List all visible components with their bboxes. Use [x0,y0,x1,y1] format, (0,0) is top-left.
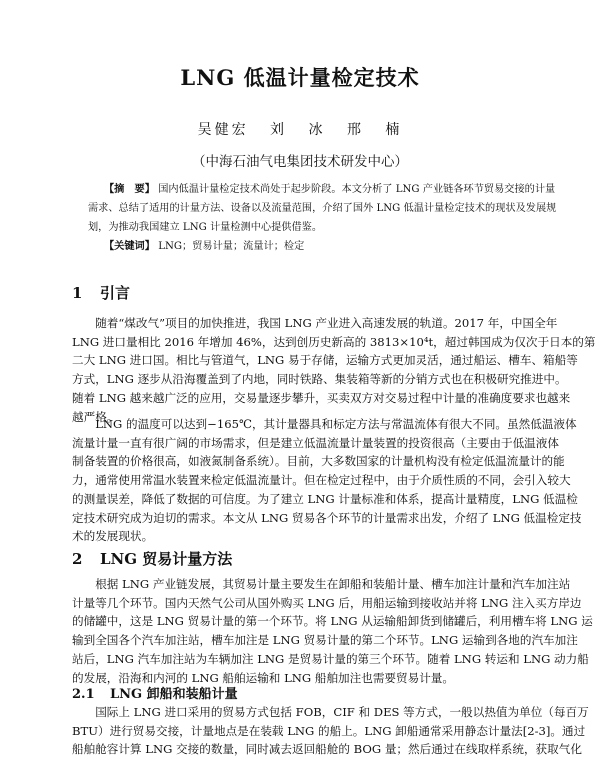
section-1-paragraph-2 [72,415,582,546]
keywords-label: 【关键词】 [104,240,155,252]
section-1-paragraph-1 [72,314,596,426]
paragraph-line: BTU）进行贸易交接，计量地点是在装载 LNG 的船上。LNG 卸船通常采用静态计量法[2-3]。通过 [72,723,586,738]
section-heading-2-1: 2.1 LNG 卸船和装船计量 [72,687,238,702]
paragraph-line: 制备装置的价格很高，如液氮制备系统）。目前，大多数国家的计量机构没有检定低温流量计的能 [72,454,565,469]
paragraph-line: 国际上 LNG 进口采用的贸易方式包括 FOB，CIF 和 DES 等方式，一般以热值为单位（每百万 [95,705,589,719]
keywords-text: LNG；贸易计量；流量计；检定 [158,241,305,252]
paragraph-line: LNG 的温度可以达到−165℃，其计量器具和标定方法与常温流体有很大不同。虽然低温液体 [95,417,577,431]
paragraph-line: 方式，LNG 逐步从沿海覆盖到了内地，同时铁路、集装箱等新的分销方式也在积极研究推进中。 [72,372,567,387]
paragraph-line: 的发展，沿海和内河的 LNG 船舶运输和 LNG 船舶加注也需要贸易计量。 [72,670,454,685]
paragraph-line: 越严格。 [72,409,119,424]
abstract-line-2: 需求、总结了适用的计量方法、设备以及流量范围，介绍了国外 LNG 低温计量检定技术的现状及发展规 [88,203,557,214]
section-2-paragraph-1 [72,575,593,687]
paragraph-line: 术的发展现状。 [72,529,154,544]
paragraph-line: 站后，LNG 汽车加注站为车辆加注 LNG 是贸易计量的第三个环节。随着 LNG 转运和 LNG 动力船 [72,651,589,666]
paragraph-line: 流量计量一直有很广阔的市场需求，但是建立低温流量计量装置的投资很高（主要由于低温液体 [72,435,559,450]
paragraph-line: 的测量误差，降低了数据的可信度。为了建立 LNG 计量标准和体系，提高计量精度，LNG 低温检 [72,491,578,506]
paragraph-line: 船舶舱容计算 LNG 交接的数量，同时减去返回船舱的 BOG 量；然后通过在线取样系统，获取气化 [72,742,582,757]
abstract-line-1: 【摘 要】 国内低温计量检定技术尚处于起步阶段。本文分析了 LNG 产业链各环节贸易交接的计量 [104,183,556,195]
paragraph-line: LNG 进口量相比 2016 年增加 46%，达到创历史新高的 3813×10⁴t，超过韩国成为仅次于日本的第 [72,334,596,349]
section-heading-1: 1 引言 [72,284,131,302]
abstract-label: 【摘 要】 [104,183,155,195]
paragraph-line: 的储罐中，这是 LNG 贸易计量的第一个环节。将 LNG 从运输船卸货到储罐后，利用槽车将 LNG 运 [72,614,593,629]
paper-affiliation: （中海石油气电集团技术研发中心） [192,154,408,170]
abstract [88,180,557,237]
paragraph-line: 二大 LNG 进口国。相比与管道气，LNG 易于存储，运输方式更加灵活，通过船运、槽车、箱船等 [72,353,578,368]
paragraph-line: 输到全国各个汽车加注站，槽车加注是 LNG 贸易计量的第二个环节。LNG 运输到各地的汽车加注 [72,633,578,648]
section-2-1-paragraph-1 [72,703,589,759]
abstract-line-3: 划，为推动我国建立 LNG 计量检测中心提供借鉴。 [88,222,323,233]
paragraph-line: 定技术研究成为迫切的需求。本文从 LNG 贸易各个环节的计量需求出发，介绍了 LNG 低温检定技 [72,510,582,525]
paragraph-line: 根据 LNG 产业链发展，其贸易计量主要发生在卸船和装船计量、槽车加注计量和汽车加注站 [95,577,571,591]
paper-authors: 吴健宏 刘 冰 邢 楠 [197,122,403,138]
paragraph-line: 随着“煤改气”项目的加快推进，我国 LNG 产业进入高速发展的轨道。2017 年，中国全年 [95,316,558,330]
section-heading-2: 2 LNG 贸易计量方法 [72,550,233,568]
paragraph-line: 计量等几个环节。国内天然气公司从国外购买 LNG 后，用船运输到接收站并将 LNG 注入买方岸边 [72,595,582,610]
paper-title: LNG 低温计量检定技术 [180,65,420,90]
paragraph-line: 力，通常使用常温水装置来检定低温流量计。但在检定过程中，由于介质性质的不同，会引入较大 [72,473,571,488]
keywords [104,237,304,252]
paragraph-line: 随着 LNG 越来越广泛的应用，交易量逐步攀升，买卖双方对交易过程中计量的准确度要求也越来 [72,390,571,405]
